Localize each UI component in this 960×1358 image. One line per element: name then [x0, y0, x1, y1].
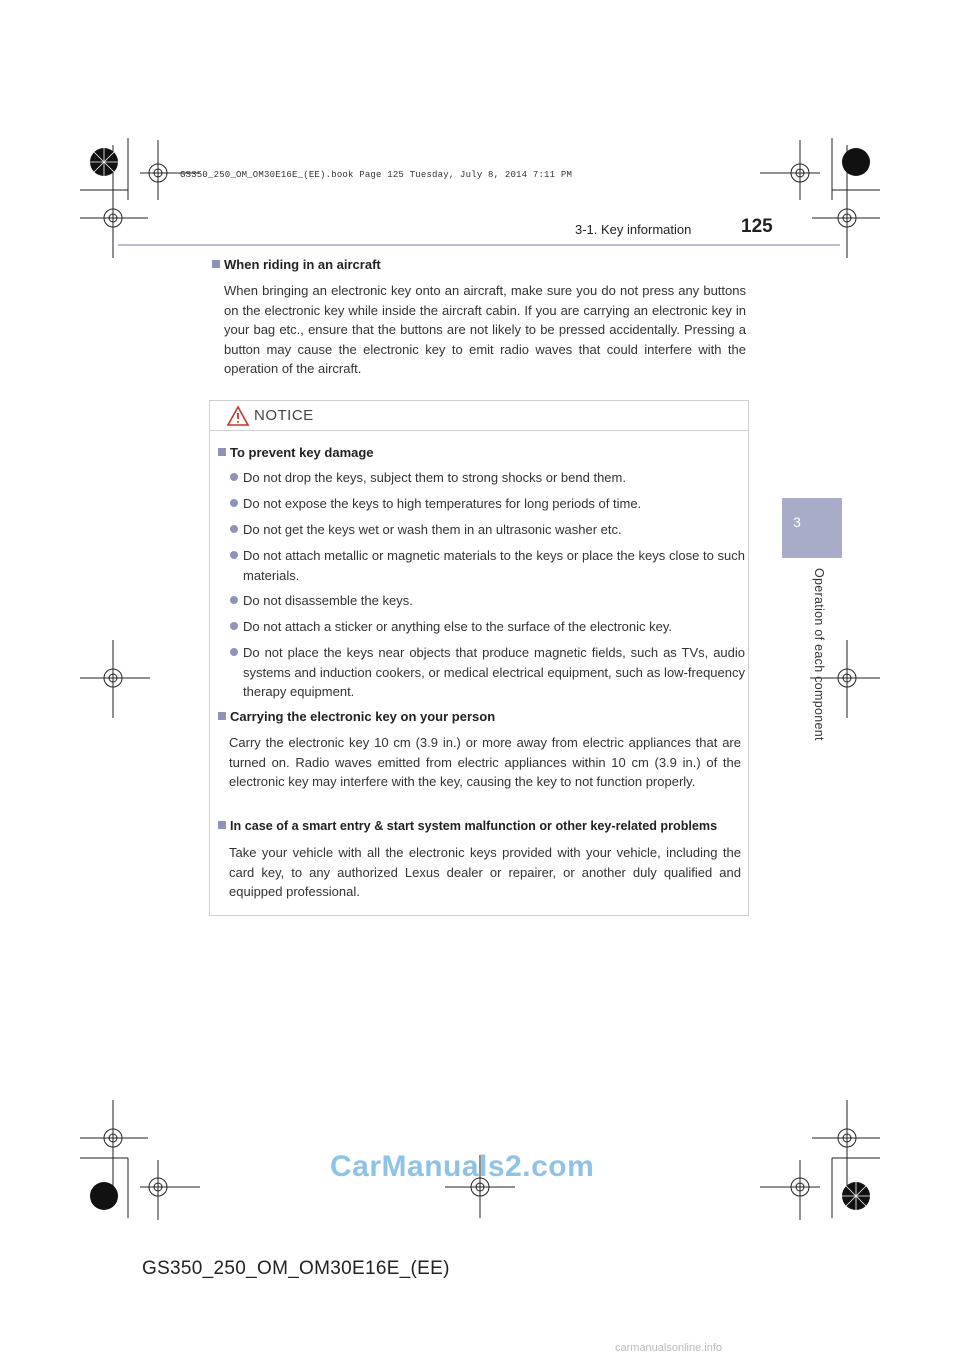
square-bullet-icon: [218, 448, 226, 456]
footer-code: GS350_250_OM_OM30E16E_(EE): [142, 1258, 450, 1279]
list-item: Do not attach metallic or magnetic materials to the keys or place the keys close to such materials.: [230, 546, 745, 585]
notice-box: [209, 400, 749, 916]
bullet-dot-icon: [230, 499, 238, 507]
watermark-logo: CarManuals2.com: [330, 1150, 595, 1183]
list-item: Do not get the keys wet or wash them in an ultrasonic washer etc.: [230, 520, 745, 540]
notice-section-body: Take your vehicle with all the electronic keys provided with your vehicle, including the card key, to any authorized Lexus dealer or repairer, or another duly qualified and equipped professional.: [229, 845, 741, 899]
intro-heading: When riding in an aircraft: [212, 257, 381, 272]
book-info: GS350_250_OM_OM30E16E_(EE).book Page 125 Tuesday, July 8, 2014 7:11 PM: [180, 170, 573, 180]
list-item: Do not drop the keys, subject them to strong shocks or bend them.: [230, 468, 745, 488]
square-bullet-icon: [212, 260, 220, 268]
bullet-dot-icon: [230, 551, 238, 559]
notice-section-heading: To prevent key damage: [218, 445, 374, 460]
chapter-caption: Operation of each component: [812, 568, 826, 741]
notice-title: NOTICE: [254, 407, 314, 424]
bullet-dot-icon: [230, 622, 238, 630]
chapter-tab: [782, 498, 842, 558]
page-number: 125: [741, 216, 773, 237]
watermark-text: carmanualsonline.info: [615, 1342, 723, 1354]
bullet-dot-icon: [230, 473, 238, 481]
chapter-number: 3: [793, 514, 801, 530]
warning-triangle-icon: [226, 405, 250, 427]
section-title: 3-1. Key information: [575, 222, 692, 237]
square-bullet-icon: [218, 821, 226, 829]
notice-header: [210, 401, 748, 431]
bullet-dot-icon: [230, 525, 238, 533]
list-item: Do not place the keys near objects that produce magnetic fields, such as TVs, audio systems and induction cookers, or medical electrical equipment, such as low-frequency therapy equipment.: [230, 643, 745, 702]
bullet-dot-icon: [230, 648, 238, 656]
list-item: Do not expose the keys to high temperatures for long periods of time.: [230, 494, 745, 514]
bullet-dot-icon: [230, 596, 238, 604]
square-bullet-icon: [218, 712, 226, 720]
notice-section-heading: In case of a smart entry & start system malfunction or other key-related problems: [218, 819, 748, 833]
notice-section-body: Carry the electronic key 10 cm (3.9 in.) or more away from electric appliances that are turned on. Radio waves emitted from electric appliances within 10 cm (3.9 in.) of the electronic key may interfere with the key, causing the key to not function properly.: [229, 735, 741, 789]
intro-body: When bringing an electronic key onto an aircraft, make sure you do not press any buttons on the electronic key while inside the aircraft cabin. If you are carrying an electronic key in your bag etc., ensure that the buttons are not likely to be pressed accidentally. Pressing a button may cause the electronic key to emit radio waves that could interfere with the operation of the aircraft.: [224, 283, 746, 376]
list-item: Do not attach a sticker or anything else to the surface of the electronic key.: [230, 617, 745, 637]
notice-section-heading: Carrying the electronic key on your person: [218, 709, 495, 724]
list-item: Do not disassemble the keys.: [230, 591, 745, 611]
header-rule: [118, 244, 840, 246]
